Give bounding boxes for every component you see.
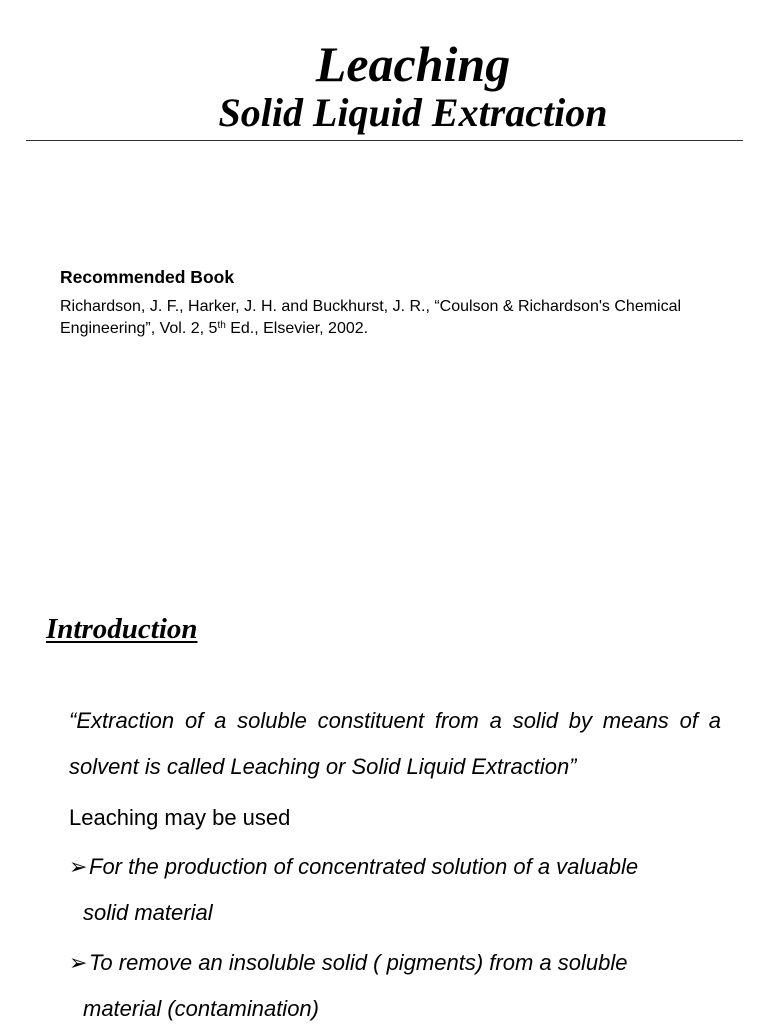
- bullet-item: [69, 844, 721, 936]
- bullet-text: For the production of concentrated solution of a valuable: [89, 854, 639, 879]
- title-divider: [26, 140, 743, 141]
- bullet-item: [69, 940, 721, 1032]
- arrow-bullet-icon: ➢: [69, 950, 88, 975]
- bullet-text: To remove an insoluble solid ( pigments) from a soluble: [89, 950, 628, 975]
- page-title: Leaching: [315, 36, 511, 92]
- arrow-bullet-icon: ➢: [69, 854, 88, 879]
- definition-paragraph: “Extraction of a soluble constituent from a solid by means of a solvent is called Leaching or Solid Liquid Extraction”: [69, 708, 721, 779]
- citation-text: Richardson, J. F., Harker, J. H. and Buckhurst, J. R., “Coulson & Richardson's Chemical Engineering”, Vol. 2, 5: [60, 298, 682, 337]
- bullet-text-continued: material (contamination): [83, 996, 319, 1021]
- citation-text-end: Ed., Elsevier, 2002.: [225, 320, 369, 337]
- page-subtitle: Solid Liquid Extraction: [218, 90, 608, 135]
- introduction-heading: Introduction: [46, 613, 198, 645]
- uses-intro-text: Leaching may be used: [69, 805, 291, 830]
- bullet-text-continued: solid material: [83, 900, 213, 925]
- recommended-book-heading: Recommended Book: [60, 267, 235, 287]
- book-citation: [60, 296, 722, 340]
- citation-superscript: th: [217, 320, 226, 331]
